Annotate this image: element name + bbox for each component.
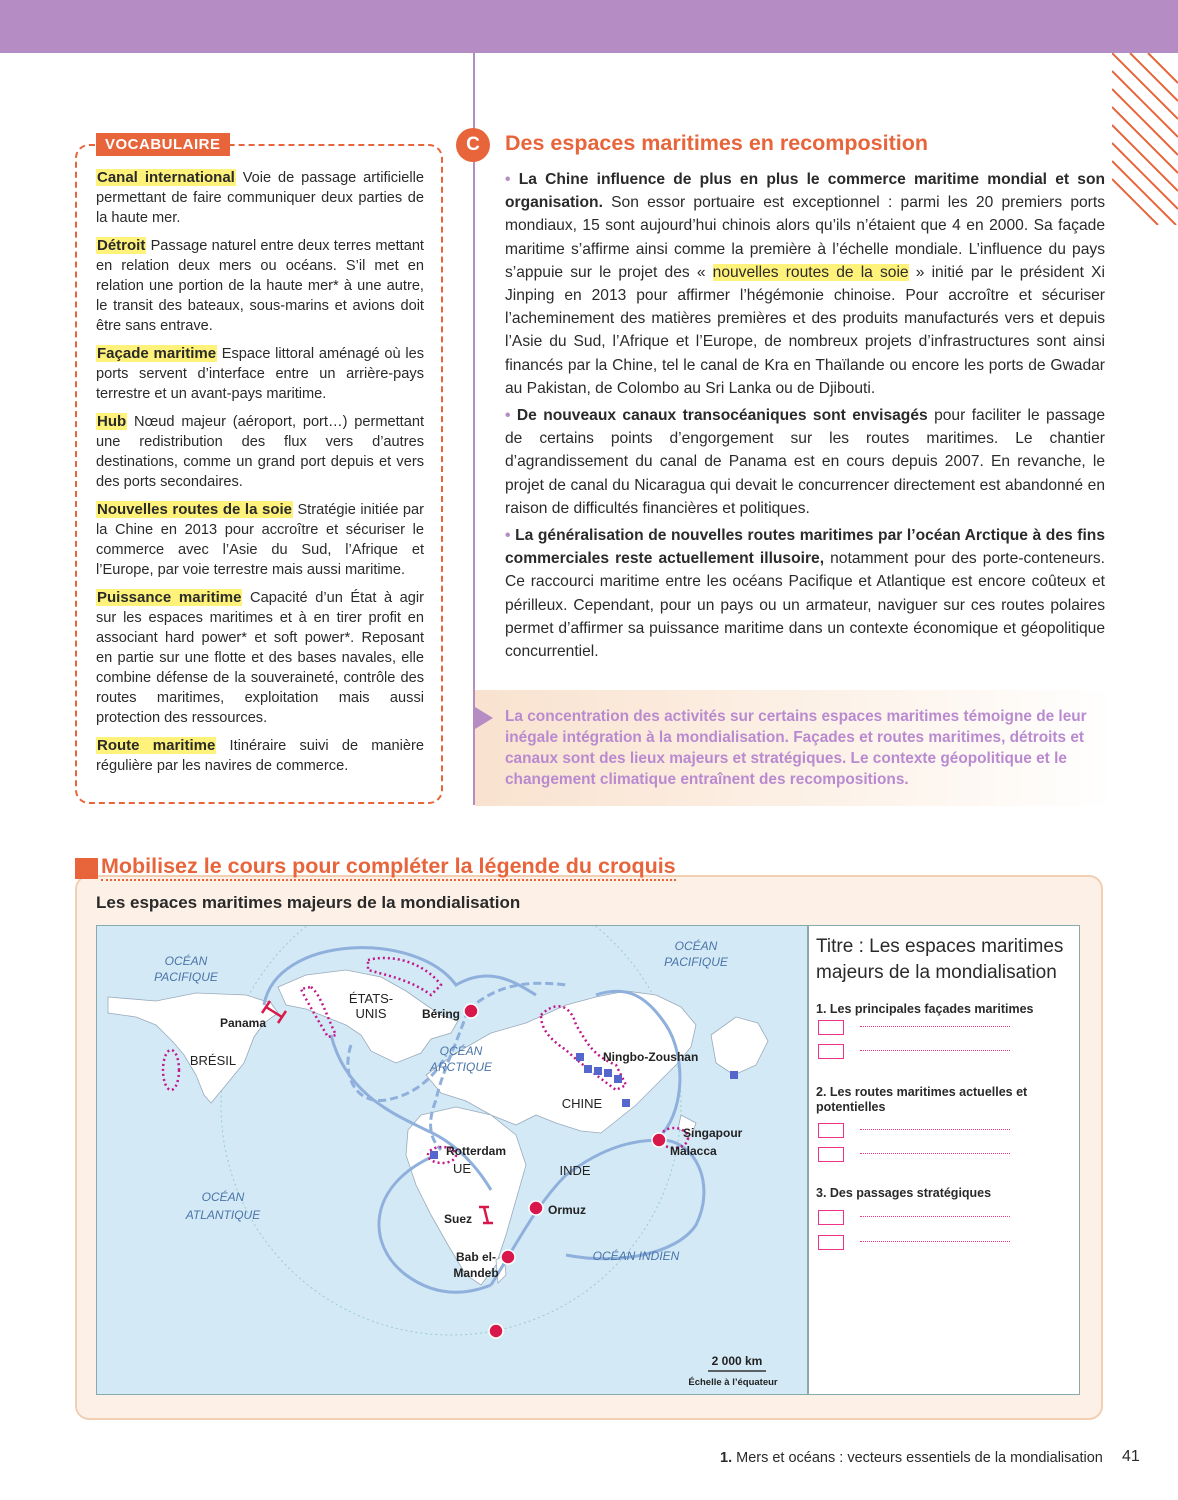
label-ormuz: Ormuz	[548, 1203, 587, 1217]
legend-title: Titre : Les espaces maritimes majeurs de la mondialisation	[816, 936, 1064, 983]
label-scale: 2 000 km	[711, 1354, 763, 1368]
summary-text: La concentration des activités sur certains espaces maritimes témoigne de leur inégale intégration à la mondialisation. Façades et routes maritimes, détroits et canaux sont des lieux majeurs et stratégiques. Le contexte géopolitique et le changement climatique entraînent des recompositions.	[505, 708, 1087, 788]
paragraph-text: notamment pour des porte-conteneurs. Ce raccourci maritime entre les océans Pacifique et Atlantique est encore coûteux et périlleux. Cependant, pour un pays ou un armateur, naviguer sur ces routes polaires permet d’affirmer sa puissance maritime dans un contexte économique et géopolitique concurrentiel.	[505, 550, 1105, 661]
label-ue: UE	[452, 1161, 472, 1176]
label-bab-el-mandeb: Bab el-Mandeb	[453, 1250, 499, 1280]
vocab-term: Façade maritime	[97, 345, 217, 362]
label-ocean-indien: OCÉAN INDIEN	[592, 1249, 680, 1263]
port-bab-el-mandeb	[501, 1250, 515, 1264]
legend-answer-line[interactable]	[860, 1153, 1010, 1154]
legend-box[interactable]	[818, 1235, 844, 1250]
port-ormuz	[529, 1201, 543, 1215]
label-inde: INDE	[559, 1163, 591, 1178]
section-body	[505, 168, 1105, 667]
hub-square	[614, 1075, 622, 1083]
vocab-entry-hub	[96, 412, 424, 492]
label-ocean-pacifique-e: OCÉAN PACIFIQUE	[664, 939, 728, 969]
vocab-entry-routes-soie	[96, 500, 424, 580]
route-arctic-northeast	[468, 983, 566, 1010]
bullet: •	[505, 171, 511, 188]
label-chine: CHINE	[561, 1096, 603, 1111]
legend-answer-line[interactable]	[860, 1241, 1010, 1242]
facade-brazil	[163, 1050, 179, 1090]
legend-heading-routes: 2. Les routes maritimes actuelles et potentielles	[816, 1085, 1028, 1114]
section-title: Des espaces maritimes en recomposition	[505, 131, 929, 155]
page-footer	[720, 1450, 1103, 1466]
label-bering: Béring	[422, 1007, 461, 1021]
page-number: 41	[1122, 1448, 1140, 1465]
legend-heading-passages: 3. Des passages stratégiques	[816, 1186, 992, 1200]
vocab-term: Détroit	[97, 237, 146, 254]
port-singapore	[652, 1133, 666, 1147]
port-cape	[489, 1324, 503, 1338]
vocabulary-tag: VOCABULAIRE	[96, 133, 230, 156]
label-ocean-arctique: OCÉAN ARCTIQUE	[429, 1044, 493, 1074]
vocab-def: Passage naturel entre deux terres mettant en relation deux mers ou océans. S’il met en relation une portion de la haute mer* à une autre, le transit des bateaux, sous-marins et avions doit être sans entrave.	[96, 238, 424, 334]
label-scale-note: Échelle à l’équateur	[688, 1377, 778, 1388]
vocab-def: Itinéraire suivi de manière régulière par les navires de commerce.	[96, 738, 424, 774]
map-title: Les espaces maritimes majeurs de la mondialisation	[96, 893, 521, 912]
legend-answer-line[interactable]	[860, 1129, 1010, 1130]
vocab-term: Route maritime	[97, 737, 216, 754]
paragraph-text: » initié par le président Xi Jinping en 2013 pour affirmer l’hégémonie chinoise. Pour accroître et sécuriser l’acheminement des matières premières et des produits manufacturés vers et depuis l’Asie du Sud, l’Afrique et l’Europe, de nombreux projets d’infrastructures sont ainsi financés par la Chine, tel le canal de Kra en Thaïlande ou encore les ports de Gwadar au Pakistan, de Colombo au Sri Lanka ou de Djibouti.	[505, 263, 1105, 397]
hub-square-rotterdam	[430, 1151, 438, 1159]
legend-panel	[808, 925, 1080, 1395]
vocab-def: Stratégie initiée par la Chine en 2013 pour accroître et sécuriser le commerce avec l’Asie du Sud, l’Afrique et l’Europe, par voie terrestre mais aussi maritime.	[96, 502, 424, 578]
paragraph-lead: La Chine influence de plus en plus le commerce maritime mondial et son organisation.	[505, 171, 1105, 212]
label-panama: Panama	[220, 1016, 267, 1030]
vocabulary-list	[96, 168, 424, 784]
exercise-square-icon	[75, 858, 98, 879]
legend-box[interactable]	[818, 1147, 844, 1162]
paragraph-canals	[505, 404, 1105, 520]
legend-box[interactable]	[818, 1210, 844, 1225]
vocab-entry-route	[96, 736, 424, 776]
label-bresil: BRÉSIL	[189, 1053, 237, 1068]
vocab-entry-detroit	[96, 236, 424, 336]
legend-answer-line[interactable]	[860, 1050, 1010, 1051]
bullet: •	[505, 527, 511, 545]
hub-square	[622, 1099, 630, 1107]
hub-square	[576, 1053, 584, 1061]
section-badge: C	[456, 128, 490, 162]
legend-heading-facades: 1. Les principales façades maritimes	[816, 1002, 1034, 1016]
legend-answer-line[interactable]	[860, 1216, 1010, 1217]
vocab-def: Capacité d’un État à agir sur les espaces maritimes et à en tirer profit en associant hard power* et soft power*. Reposant en partie sur une flotte et des bases navales, elle combine défense de la souveraineté, contrôle des routes maritimes, exploitation mais aussi protection des ressources.	[96, 590, 425, 726]
hub-square	[730, 1071, 738, 1079]
paragraph-text: Son essor portuaire est exceptionnel : parmi les 20 premiers ports mondiaux, 15 sont aujourd’hui chinois alors qu’ils n’étaient que 4 en 2000. Sa façade maritime s’affirme ainsi comme la première à l’échelle mondiale. L’influence du pays s’appuie sur le projet des «	[505, 194, 1105, 281]
south-america-landmass	[108, 993, 278, 1103]
chapter-number: 1.	[720, 1450, 733, 1466]
vocab-entry-canal	[96, 168, 424, 228]
bullet: •	[505, 407, 511, 425]
vocab-def: Espace littoral aménagé où les ports servent d’interface entre un arrière-pays terrestre et un avant-pays maritime.	[96, 346, 425, 402]
label-ocean-pacifique-w: OCÉAN PACIFIQUE	[154, 954, 218, 984]
label-ningbo: Ningbo-Zoushan	[603, 1050, 699, 1064]
vocab-def: Nœud majeur (aéroport, port…) permettant une redistribution des flux vers d’autres destinations, comme un grand port depuis et vers des ports secondaires.	[96, 414, 424, 490]
chapter-title: Mers et océans : vecteurs essentiels de la mondialisation	[732, 1450, 1103, 1466]
label-rotterdam: Rotterdam	[446, 1144, 507, 1158]
vocab-entry-puissance	[96, 588, 424, 728]
paragraph-text: pour faciliter le passage de certains points d’engorgement sur les routes maritimes. Le chantier d’agrandissement du canal de Panama est en cours depuis 2007. En revanche, le projet de canal du Nicaragua qui devait le concurrencer directement est abandonné en raison de difficultés financières et politiques.	[505, 407, 1106, 517]
hub-square	[584, 1065, 592, 1073]
oceania-landmass	[711, 1017, 768, 1075]
top-banner	[0, 0, 1178, 53]
vocab-term: Canal international	[97, 169, 235, 186]
label-malacca: Malacca	[670, 1144, 717, 1158]
world-map	[96, 925, 808, 1395]
vocab-entry-facade	[96, 344, 424, 404]
hub-square	[594, 1067, 602, 1075]
vocab-term: Nouvelles routes de la soie	[97, 501, 292, 518]
legend-box[interactable]	[818, 1020, 844, 1035]
hub-square	[604, 1069, 612, 1077]
legend-box[interactable]	[818, 1123, 844, 1138]
paragraph-lead: De nouveaux canaux transocéaniques sont envisagés	[516, 407, 928, 425]
vocab-term: Puissance maritime	[97, 589, 242, 606]
paragraph-china	[505, 168, 1105, 400]
legend-answer-line[interactable]	[860, 1026, 1010, 1027]
label-ocean-atlantique: OCÉAN ATLANTIQUE	[185, 1190, 261, 1222]
exercise-title: Mobilisez le cours pour compléter la légende du croquis	[101, 854, 676, 881]
summary-arrow-icon	[475, 707, 493, 729]
vocab-def: Voie de passage artificielle permettant de faire communiquer deux parties de la haute mer.	[96, 170, 425, 226]
legend-box[interactable]	[818, 1044, 844, 1059]
label-singapour: Singapour	[683, 1126, 743, 1140]
port-bering	[464, 1004, 478, 1018]
paragraph-arctic	[505, 524, 1105, 663]
highlight-routes-soie: nouvelles routes de la soie	[712, 263, 909, 281]
paragraph-lead: La généralisation de nouvelles routes maritimes par l’océan Arctique à des fins commerciales reste actuellement illusoire,	[505, 527, 1105, 568]
label-suez: Suez	[444, 1212, 473, 1226]
label-etats-unis: ÉTATS-UNIS	[348, 991, 394, 1021]
vocab-term: Hub	[97, 413, 127, 430]
decorative-stripes	[1112, 53, 1178, 225]
